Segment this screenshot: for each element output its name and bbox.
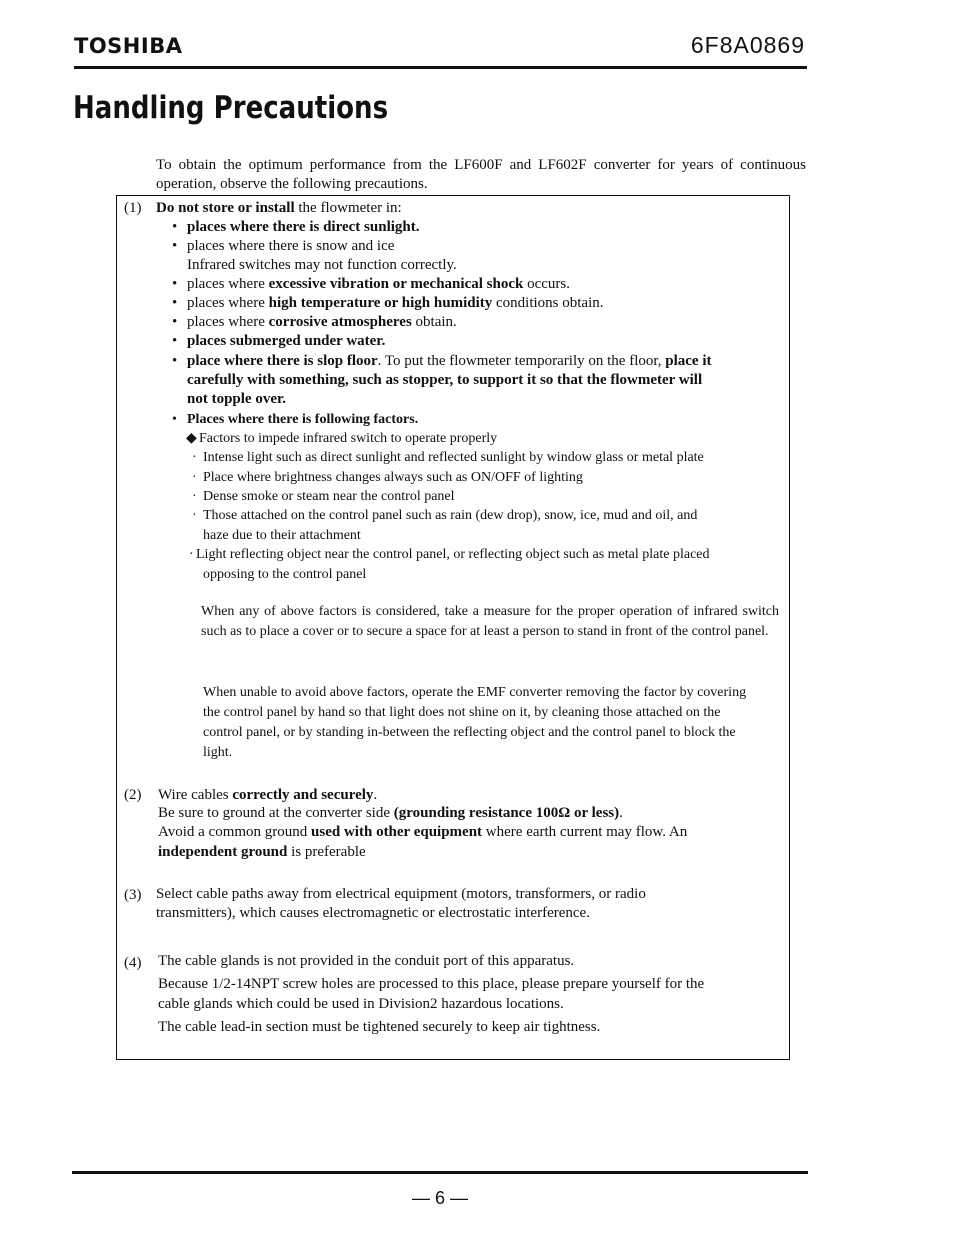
item-3-line: Select cable paths away from electrical equipment (motors, transformers, or radio	[156, 886, 646, 902]
factor-attached: Those attached on the control panel such as rain (dew drop), snow, ice, mud and oil, and	[203, 508, 698, 523]
item-3-number: (3)	[124, 887, 142, 903]
bullet-icon: •	[172, 314, 178, 330]
bullet-slop-floor: place where there is slop floor. To put the flowmeter temporarily on the floor, place it	[187, 353, 712, 369]
document-number: 6F8A0869	[690, 32, 805, 58]
bullet-vibration: places where excessive vibration or mechanical shock occurs.	[187, 276, 570, 292]
item-4-line: The cable glands is not provided in the conduit port of this apparatus.	[158, 953, 575, 969]
item-2-number: (2)	[124, 787, 142, 803]
factor-reflecting: Light reflecting object near the control panel, or reflecting object such as metal plate placed	[196, 547, 710, 562]
item-1-lead: Do not store or install the flowmeter in:	[156, 200, 402, 216]
brand-logo: TOSHIBA	[74, 34, 183, 58]
bullet-corrosive: places where corrosive atmospheres obtain.	[187, 314, 457, 330]
bullet-following-factors: Places where there is following factors.	[187, 412, 419, 427]
bullet-icon: •	[172, 219, 178, 235]
bullet-icon: •	[172, 333, 178, 349]
item-2-line: Wire cables correctly and securely.	[158, 787, 378, 803]
factor-intense-light: Intense light such as direct sunlight and reflected sunlight by window glass or metal plate	[203, 450, 704, 465]
bullet-icon: •	[172, 276, 178, 292]
item-3-line: transmitters), which causes electromagnetic or electrostatic interference.	[156, 905, 590, 921]
item-4-number: (4)	[124, 955, 142, 971]
bullet-temperature: places where high temperature or high humidity conditions obtain.	[187, 295, 604, 311]
bullet-snow-ice: places where there is snow and ice	[187, 238, 395, 254]
bullet-submerged: places submerged under water.	[187, 333, 386, 349]
dot-icon: ·	[192, 450, 197, 465]
item-4-line: cable glands which could be used in Division2 hazardous locations.	[158, 996, 564, 1012]
bullet-slop-floor-cont: carefully with something, such as stopper, to support it so that the flowmeter will	[187, 372, 703, 388]
diamond-icon: ◆	[186, 431, 197, 446]
item-4-line: The cable lead-in section must be tightened securely to keep air tightness.	[158, 1019, 601, 1035]
dot-icon: ·	[192, 470, 197, 485]
page-number: — 6 —	[411, 1188, 468, 1208]
factor-smoke: Dense smoke or steam near the control panel	[203, 489, 455, 504]
factor-reflecting-cont: opposing to the control panel	[203, 567, 367, 582]
bullet-direct-sunlight: places where there is direct sunlight.	[187, 219, 420, 235]
item-2-line: Be sure to ground at the converter side (grounding resistance 100Ω or less).	[158, 805, 623, 821]
bullet-icon: •	[172, 353, 178, 369]
header-rule	[74, 66, 807, 69]
factor-brightness: Place where brightness changes always such as ON/OFF of lighting	[203, 470, 583, 485]
item-2-line: independent ground is preferable	[158, 844, 366, 860]
measure-paragraph: When any of above factors is considered, take a measure for the proper operation of infrared switch such as to place a cover or to secure a space for at least a person to stand in front of the control panel.	[201, 604, 779, 639]
dot-icon: ·	[192, 489, 197, 504]
intro-paragraph: To obtain the optimum performance from the LF600F and LF602F converter for years of continuous operation, observe the following precautions.	[156, 157, 806, 192]
page-title: Handling Precautions	[73, 90, 389, 126]
footer-rule	[72, 1171, 808, 1174]
avoid-paragraph: When unable to avoid above factors, operate the EMF converter removing the factor by covering the control panel by hand so that light does not shine on it, by cleaning those attached on the control panel, or by standing in-between the reflecting object and the control panel to block the light.	[203, 685, 747, 760]
bullet-icon: •	[172, 412, 177, 427]
bullet-icon: •	[172, 295, 178, 311]
dot-icon: ·	[192, 508, 197, 523]
factors-heading: Factors to impede infrared switch to operate properly	[199, 431, 498, 446]
bullet-slop-floor-cont: not topple over.	[187, 391, 287, 407]
bullet-snow-ice-note: Infrared switches may not function correctly.	[187, 257, 457, 273]
item-4-line: Because 1/2-14NPT screw holes are processed to this place, please prepare yourself for the	[158, 976, 705, 992]
item-1-number: (1)	[124, 200, 142, 216]
item-2-line: Avoid a common ground used with other equipment where earth current may flow. An	[158, 824, 688, 840]
bullet-icon: •	[172, 238, 178, 254]
factor-attached-cont: haze due to their attachment	[203, 528, 361, 543]
dot-icon: ·	[189, 547, 194, 562]
